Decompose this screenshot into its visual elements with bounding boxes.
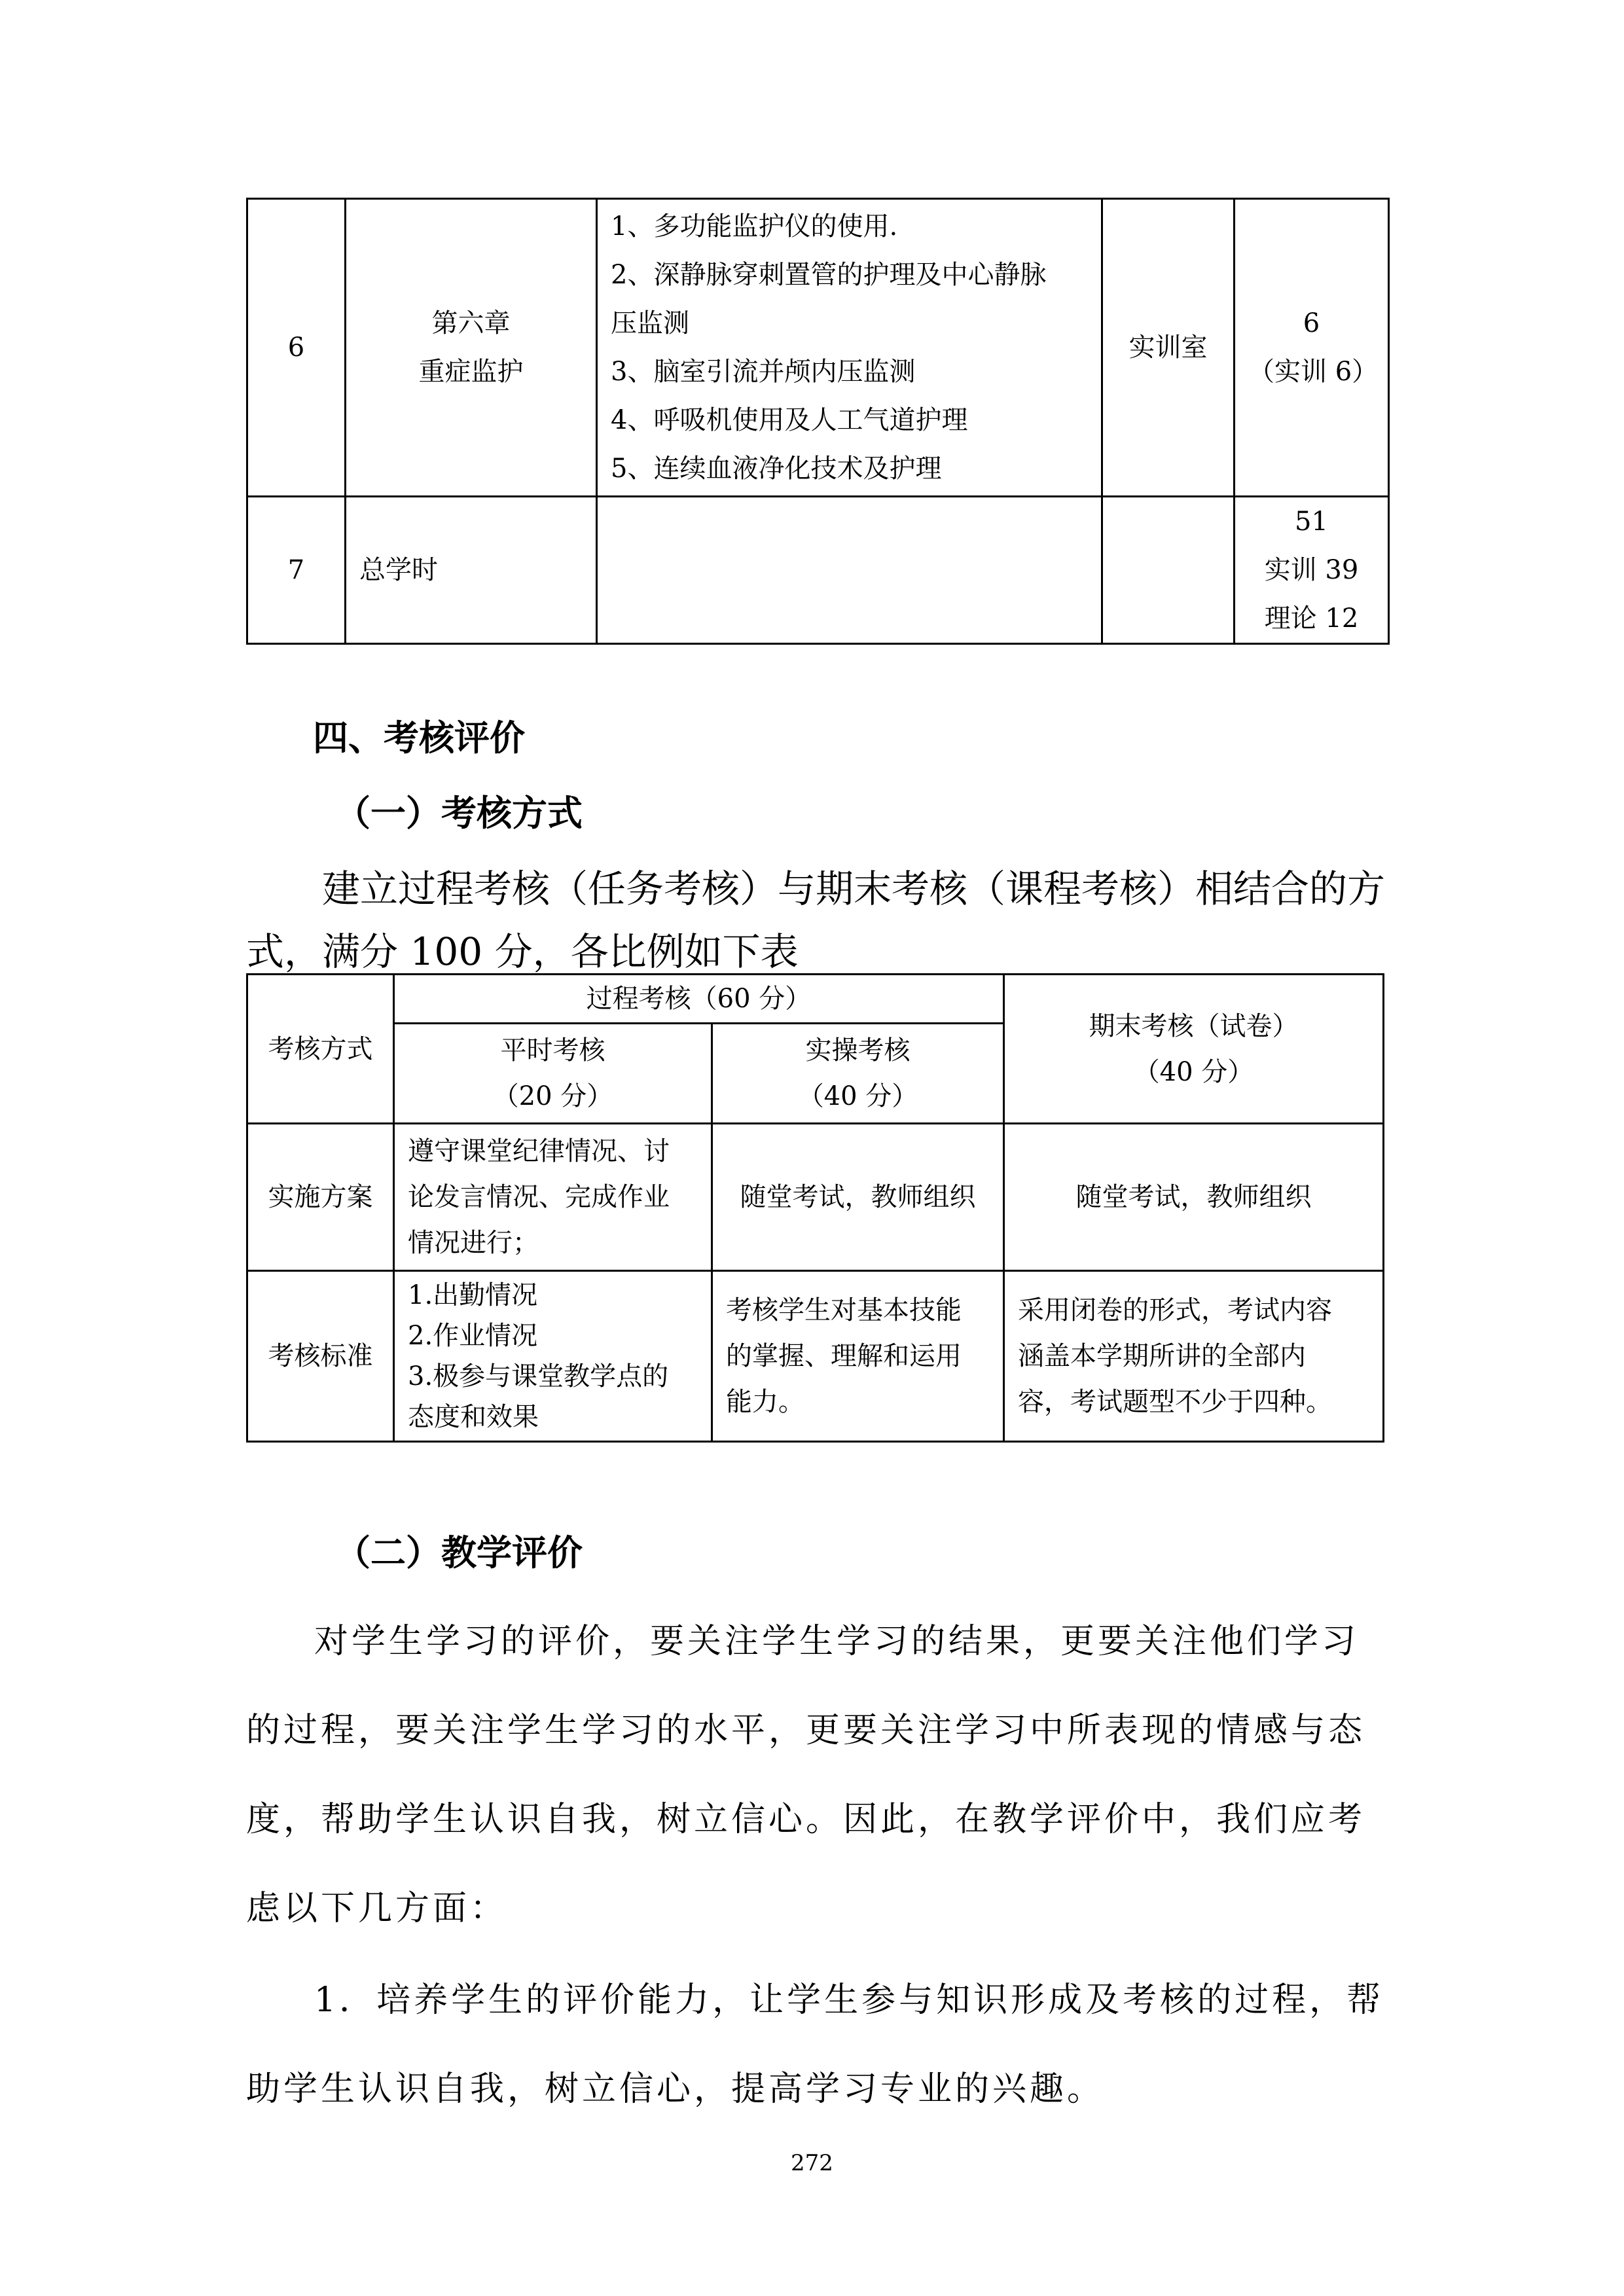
- hours-cell: 6 （实训 6）: [1235, 199, 1389, 497]
- std-final: 采用闭卷的形式，考试内容 涵盖本学期所讲的全部内 容，考试题型不少于四种。: [1004, 1271, 1384, 1442]
- std-label: 考核标准: [247, 1271, 394, 1442]
- location-cell: [1102, 497, 1235, 644]
- page-number: 272: [791, 2150, 833, 2176]
- table-header-row: [247, 975, 1384, 1024]
- chapter-cell: 第六章 重症监护: [346, 199, 597, 497]
- table-row: [247, 497, 1389, 644]
- chapter-cell: 总学时: [346, 497, 597, 644]
- table-row: [247, 1124, 1384, 1271]
- method-header: 考核方式: [247, 975, 394, 1124]
- section-title: 四、考核评价: [313, 717, 525, 759]
- subsection-title-assessment: （一）考核方式: [335, 793, 583, 834]
- regular-header: 平时考核 （20 分）: [394, 1024, 712, 1124]
- content-cell: 1、多功能监护仪的使用. 2、深静脉穿刺置管的护理及中心静脉 压监测 3、脑室引流并颅内压监测 4、呼吸机使用及人工气道护理 5、连续血液净化技术及护理: [597, 199, 1102, 497]
- process-header: 过程考核（60 分）: [394, 975, 1004, 1024]
- std-regular: 1.出勤情况 2.作业情况 3.极参与课堂教学点的 态度和效果: [394, 1271, 712, 1442]
- schedule-table: [246, 198, 1390, 645]
- table-row: [247, 199, 1389, 497]
- subsection-title-teaching-evaluation: （二）教学评价: [335, 1532, 583, 1573]
- table-row: [247, 1271, 1384, 1442]
- body-paragraph: 1．培养学生的评价能力，让学生参与知识形成及考核的过程，帮助学生认识自我，树立信心，提高学习专业的兴趣。: [246, 1981, 1384, 2109]
- impl-label: 实施方案: [247, 1124, 394, 1271]
- location-cell: 实训室: [1102, 199, 1235, 497]
- body-paragraph: 对学生学习的评价，要关注学生学习的结果，更要关注他们学习的过程，要关注学生学习的水平，更要关注学习中所表现的情感与态度，帮助学生认识自我，树立信心。因此，在教学评价中，我们应考虑以下几方面：: [246, 1622, 1366, 1928]
- hours-cell: 51 实训 39 理论 12: [1235, 497, 1389, 644]
- impl-regular: 遵守课堂纪律情况、讨 论发言情况、完成作业 情况进行；: [394, 1124, 712, 1271]
- assessment-table: [246, 973, 1384, 1443]
- impl-final: 随堂考试，教师组织: [1004, 1124, 1384, 1271]
- intro-paragraph: 建立过程考核（任务考核）与期末考核（课程考核）相结合的方式，满分 100 分，各比例如下表: [246, 867, 1386, 974]
- practical-header: 实操考核 （40 分）: [712, 1024, 1004, 1124]
- row-number: 7: [247, 497, 346, 644]
- impl-practical: 随堂考试，教师组织: [712, 1124, 1004, 1271]
- std-practical: 考核学生对基本技能 的掌握、理解和运用 能力。: [712, 1271, 1004, 1442]
- final-header: 期末考核（试卷） （40 分）: [1004, 975, 1384, 1124]
- row-number: 6: [247, 199, 346, 497]
- content-cell: [597, 497, 1102, 644]
